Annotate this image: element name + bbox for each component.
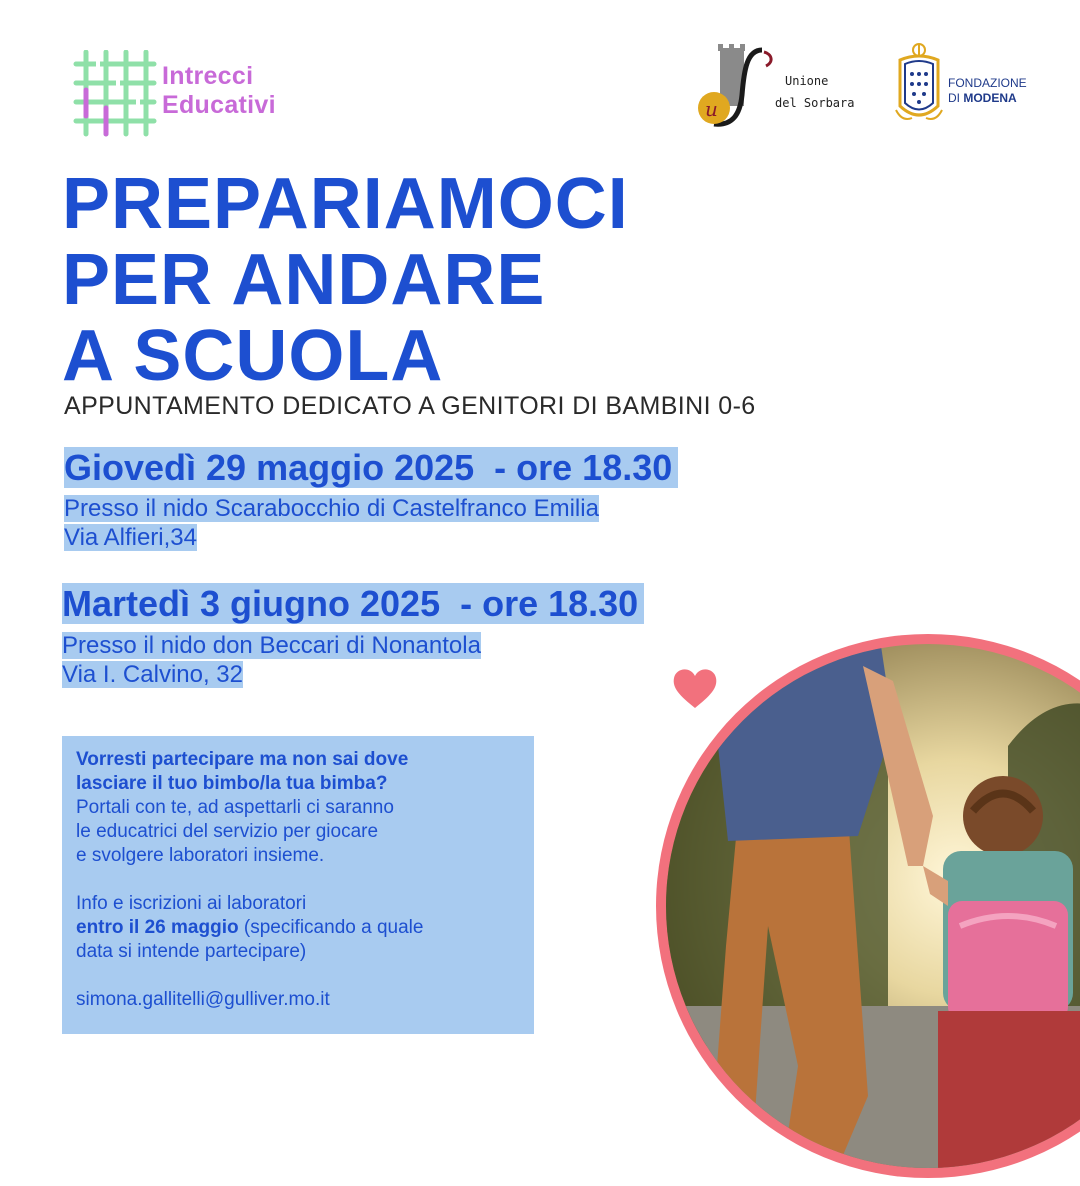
info-text-line-1: Portali con te, ad aspettarli ci saranno (76, 797, 394, 818)
logo-line-educativi: Educativi (162, 91, 276, 119)
event-1-address: Via Alfieri,34 (64, 524, 197, 551)
logo-line-intrecci: Intrecci (162, 62, 254, 90)
info-signup-line-3: data si intende partecipare) (76, 941, 307, 962)
heart-icon (652, 646, 738, 732)
logo-word-di: DI (948, 91, 960, 105)
info-box (62, 736, 534, 1034)
logo-word-modena: MODENA (963, 91, 1017, 105)
info-spacer-1 (76, 868, 520, 892)
event-2-address: Via I. Calvino, 32 (62, 661, 243, 688)
unione-del-sorbara-logo-text (775, 70, 854, 114)
logo-line-di-modena (948, 91, 1027, 106)
intrecci-educativi-logo-text (162, 62, 276, 120)
info-signup-line-2 (76, 916, 520, 940)
subtitle: APPUNTAMENTO DEDICATO A GENITORI DI BAMBINI 0-6 (64, 392, 756, 420)
info-text-line-2: le educatrici del servizio per giocare (76, 821, 379, 842)
event-2-date: Martedì 3 giugno 2025 - ore 18.30 (62, 583, 644, 624)
title-line-2: PER ANDARE (62, 240, 546, 320)
event-1-address-row (64, 523, 197, 552)
info-text-line-3: e svolgere laboratori insieme. (76, 845, 325, 866)
info-question-line-1: Vorresti partecipare ma non sai dove (76, 749, 409, 770)
title-line-3: A SCUOLA (62, 316, 444, 396)
fondazione-modena-logo-icon (892, 40, 946, 130)
logo-line-unione: Unione (785, 74, 829, 88)
event-1-place: Presso il nido Scarabocchio di Castelfranco Emilia (64, 495, 599, 522)
info-question-line-2: lasciare il tuo bimbo/la tua bimba? (76, 773, 388, 794)
info-signup-line-1: Info e iscrizioni ai laboratori (76, 893, 307, 914)
fondazione-modena-logo-text (948, 76, 1027, 106)
info-email[interactable]: simona.gallitelli@gulliver.mo.it (76, 989, 330, 1010)
event-2-address-row (62, 660, 243, 689)
event-2-place-row (62, 631, 481, 660)
logo-line-del-sorbara: del Sorbara (775, 96, 855, 110)
logo-line-fondazione: FONDAZIONE (948, 76, 1027, 90)
event-1-place-row (64, 494, 599, 523)
page-title (62, 166, 629, 394)
event-1-date: Giovedì 29 maggio 2025 - ore 18.30 (64, 447, 678, 488)
svg-text:u: u (705, 97, 718, 121)
event-2-place: Presso il nido don Beccari di Nonantola (62, 632, 481, 659)
event-1-date-row (64, 444, 678, 492)
info-deadline-rest: (specificando a quale (238, 917, 424, 938)
event-2-date-row (62, 580, 644, 628)
title-line-1: PREPARIAMOCI (62, 164, 629, 244)
info-deadline: entro il 26 maggio (76, 917, 239, 938)
info-spacer-2 (76, 964, 520, 988)
